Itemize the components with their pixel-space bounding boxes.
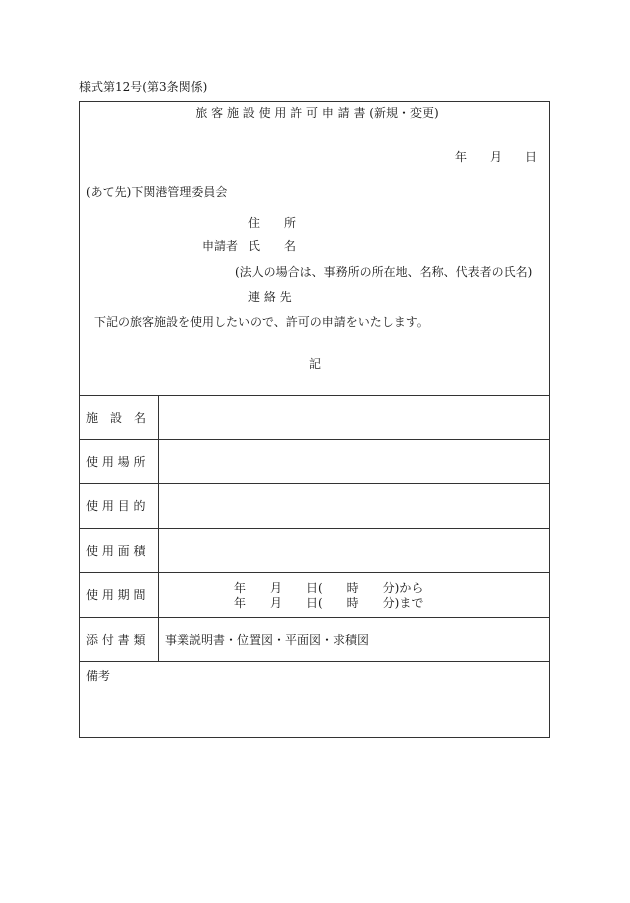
form-number: 様式第12号(第3条関係) [79, 80, 208, 94]
addressee: (あて先)下関港管理委員会 [86, 185, 228, 199]
corporate-note: (法人の場合は、事務所の所在地、名称、代表者の氏名) [235, 265, 533, 279]
usage-purpose-field[interactable] [160, 484, 549, 527]
usage-period-label: 使 用 期 間 [86, 588, 146, 602]
usage-purpose-label: 使 用 目 的 [86, 499, 146, 513]
applicant-role-label: 申請者 [202, 239, 239, 253]
remarks-field[interactable] [82, 687, 547, 735]
facility-name-label: 施 設 名 [86, 411, 147, 425]
row-divider [80, 617, 549, 618]
row-divider [80, 661, 549, 662]
date-year: 年 [455, 150, 468, 164]
attachments-value: 事業説明書・位置図・平面図・求積図 [165, 633, 370, 647]
address-label: 住 所 [248, 216, 297, 230]
date-month: 月 [490, 150, 503, 164]
remarks-label: 備考 [86, 669, 111, 683]
date-day: 日 [525, 150, 538, 164]
usage-area-field[interactable] [160, 529, 549, 571]
usage-place-label: 使 用 場 所 [86, 455, 146, 469]
contact-label: 連 絡 先 [248, 290, 292, 304]
name-label: 氏 名 [248, 239, 297, 253]
usage-place-field[interactable] [160, 440, 549, 482]
row-divider [80, 572, 549, 573]
application-form [79, 101, 550, 738]
ki-label: 記 [309, 357, 322, 371]
facility-name-field[interactable] [160, 396, 549, 438]
request-sentence: 下記の旅客施設を使用したいので、許可の申請をいたします。 [94, 315, 429, 329]
form-title: 旅 客 施 設 使 用 許 可 申 請 書 (新規・変更) [195, 106, 439, 120]
period-from: 年 月 日( 時 分)から [234, 581, 424, 595]
attachments-label: 添 付 書 類 [86, 633, 146, 647]
column-divider [158, 395, 159, 661]
usage-area-label: 使 用 面 積 [86, 544, 146, 558]
period-to: 年 月 日( 時 分)まで [234, 596, 424, 610]
